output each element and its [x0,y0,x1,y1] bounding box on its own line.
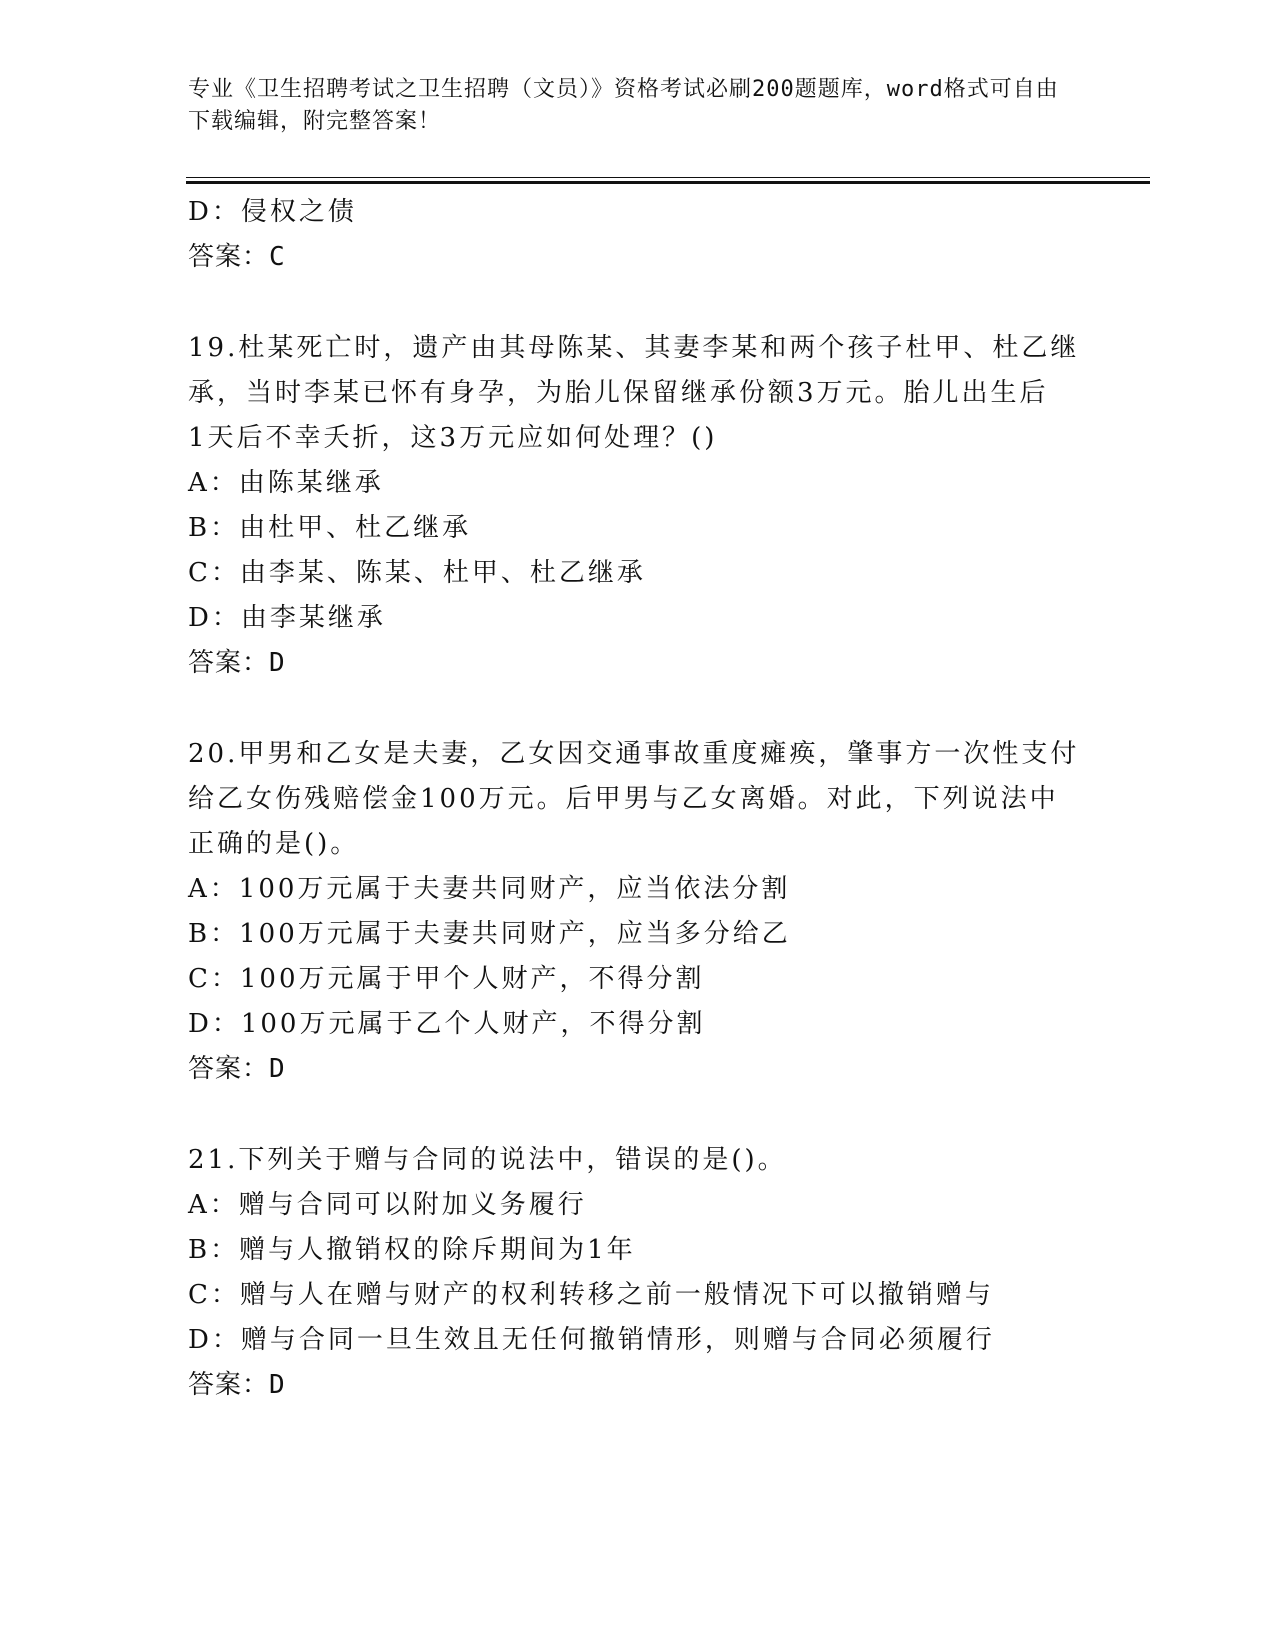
prev-option-d: D：侵权之债 [188,197,357,227]
option-c: C：由李某、陈某、杜甲、杜乙继承 [188,558,646,588]
question-20 [188,732,1088,1092]
option-c: C：100万元属于甲个人财产，不得分割 [188,964,705,994]
question-stem-line: 正确的是()。 [188,829,360,859]
question-21 [188,1138,1088,1408]
answer-value: D [269,648,286,678]
option-b: B：赠与人撤销权的除斥期间为1年 [188,1235,636,1265]
answer [188,1047,1088,1092]
option-c: C：赠与人在赠与财产的权利转移之前一般情况下可以撤销赠与 [188,1280,994,1310]
option-b: B：由杜甲、杜乙继承 [188,513,472,543]
option-b: B：100万元属于夫妻共同财产，应当多分给乙 [188,919,791,949]
question-19 [188,326,1088,686]
answer-label: 答案： [188,1370,270,1400]
option-d: D：100万元属于乙个人财产，不得分割 [188,1009,706,1039]
option-a: A：由陈某继承 [188,468,384,498]
answer-label: 答案： [188,1054,270,1084]
answer [188,641,1088,686]
page-content [188,190,1088,1408]
answer-value: D [269,1370,286,1400]
option-a: A：100万元属于夫妻共同财产，应当依法分割 [188,874,791,904]
question-stem-line: 给乙女伤残赔偿金100万元。后甲男与乙女离婚。对此，下列说法中 [188,784,1059,814]
document-header: 专业《卫生招聘考试之卫生招聘（文员）》资格考试必刷200题题库，word格式可自由下载编辑，附完整答案！ [188,77,1059,134]
option-a: A：赠与合同可以附加义务履行 [188,1190,587,1220]
question-stem-line: 承，当时李某已怀有身孕，为胎儿保留继承份额3万元。胎儿出生后 [188,378,1049,408]
question-stem-line: 20.甲男和乙女是夫妻，乙女因交通事故重度瘫痪，肇事方一次性支付 [188,739,1080,769]
header-rule-thick [186,181,1150,184]
question-stem-line: 19.杜某死亡时，遗产由其母陈某、其妻李某和两个孩子杜甲、杜乙继 [188,333,1080,363]
question-stem-line: 1天后不幸夭折，这3万元应如何处理？() [188,423,718,453]
answer-label: 答案： [188,242,270,272]
answer-value: C [269,242,286,272]
answer-label: 答案： [188,648,270,678]
option-d: D：赠与合同一旦生效且无任何撤销情形，则赠与合同必须履行 [188,1325,995,1355]
answer [188,1363,1088,1408]
answer-value: D [269,1054,286,1084]
question-stem-line: 21.下列关于赠与合同的说法中，错误的是()。 [188,1145,787,1175]
option-d: D：由李某继承 [188,603,386,633]
prev-answer [188,235,1088,280]
header-rule-thin [186,177,1150,178]
